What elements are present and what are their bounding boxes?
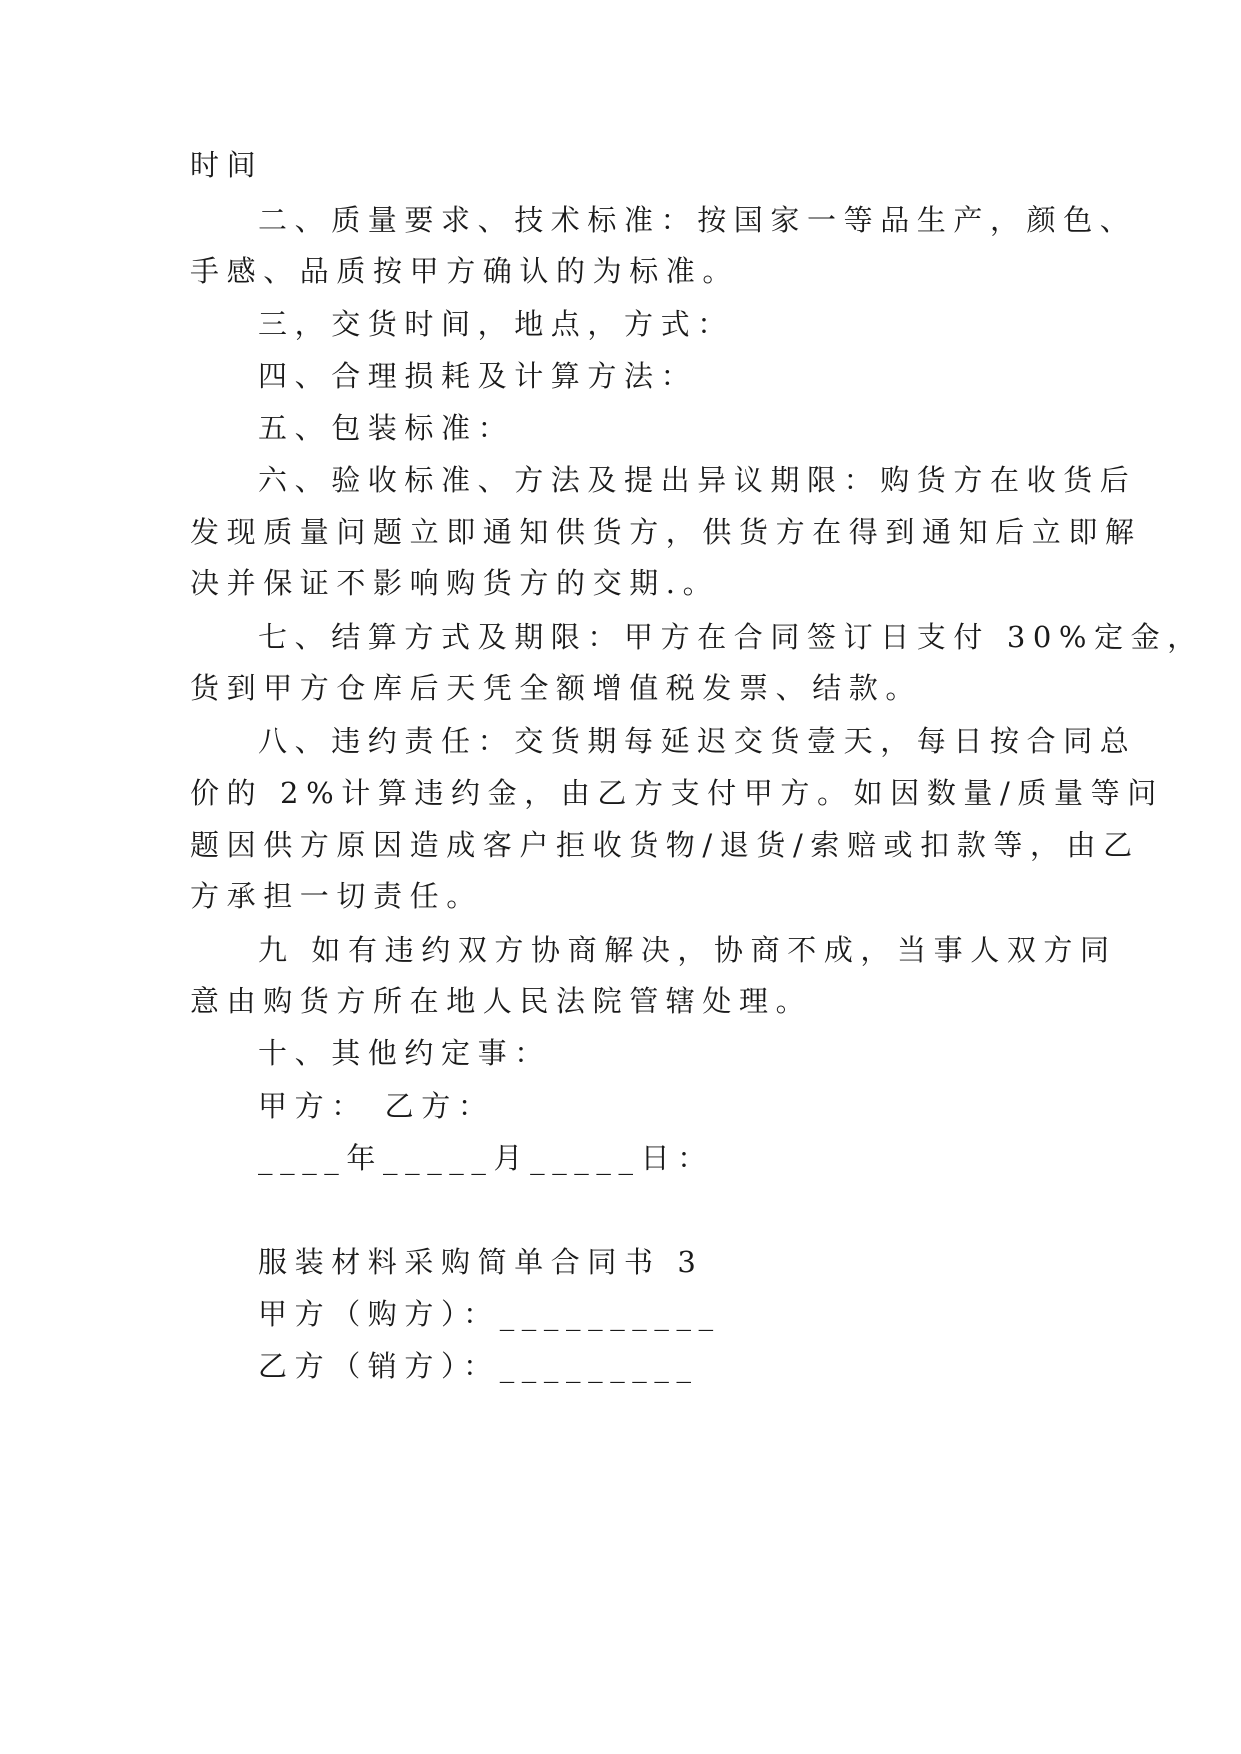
clause-packaging: 五、包装标准： [258, 411, 515, 445]
clause-loss: 四、合理损耗及计算方法： [258, 359, 698, 393]
buyer-field: 甲方（购方）：__________ [258, 1297, 721, 1331]
text-line: 题因供方原因造成客户拒收货物/退货/索赔或扣款等，由乙 [190, 828, 1140, 862]
section-title: 服装材料采购简单合同书 3 [258, 1245, 704, 1279]
clause-settlement: 七、结算方式及期限：甲方在合同签订日支付 30%定金， [258, 620, 1204, 654]
clause-liability: 八、违约责任：交货期每延迟交货壹天，每日按合同总 [258, 724, 1137, 758]
text-line: 发现质量问题立即通知供货方，供货方在得到通知后立即解 [190, 515, 1142, 549]
text-line: 方承担一切责任。 [190, 879, 483, 913]
text-line: 决并保证不影响购货方的交期.。 [190, 566, 720, 600]
clause-other: 十、其他约定事： [258, 1036, 551, 1070]
date-blank: ____年_____月_____日： [258, 1141, 714, 1175]
clause-dispute: 九 如有违约双方协商解决，协商不成，当事人双方同 [258, 933, 1117, 967]
text-line: 手感、品质按甲方确认的为标准。 [190, 254, 740, 288]
text-line: 时间 [190, 148, 264, 182]
clause-acceptance: 六、验收标准、方法及提出异议期限：购货方在收货后 [258, 463, 1137, 497]
text-line: 意由购货方所在地人民法院管辖处理。 [190, 984, 813, 1018]
signature-parties: 甲方： 乙方： [258, 1089, 495, 1123]
text-line: 货到甲方仓库后天凭全额增值税发票、结款。 [190, 671, 923, 705]
seller-field: 乙方（销方）：_________ [258, 1349, 699, 1383]
clause-delivery: 三，交货时间，地点，方式： [258, 307, 734, 341]
clause-quality: 二、质量要求、技术标准：按国家一等品生产，颜色、 [258, 203, 1137, 237]
text-line: 价的 2%计算违约金，由乙方支付甲方。如因数量/质量等问 [190, 776, 1164, 810]
